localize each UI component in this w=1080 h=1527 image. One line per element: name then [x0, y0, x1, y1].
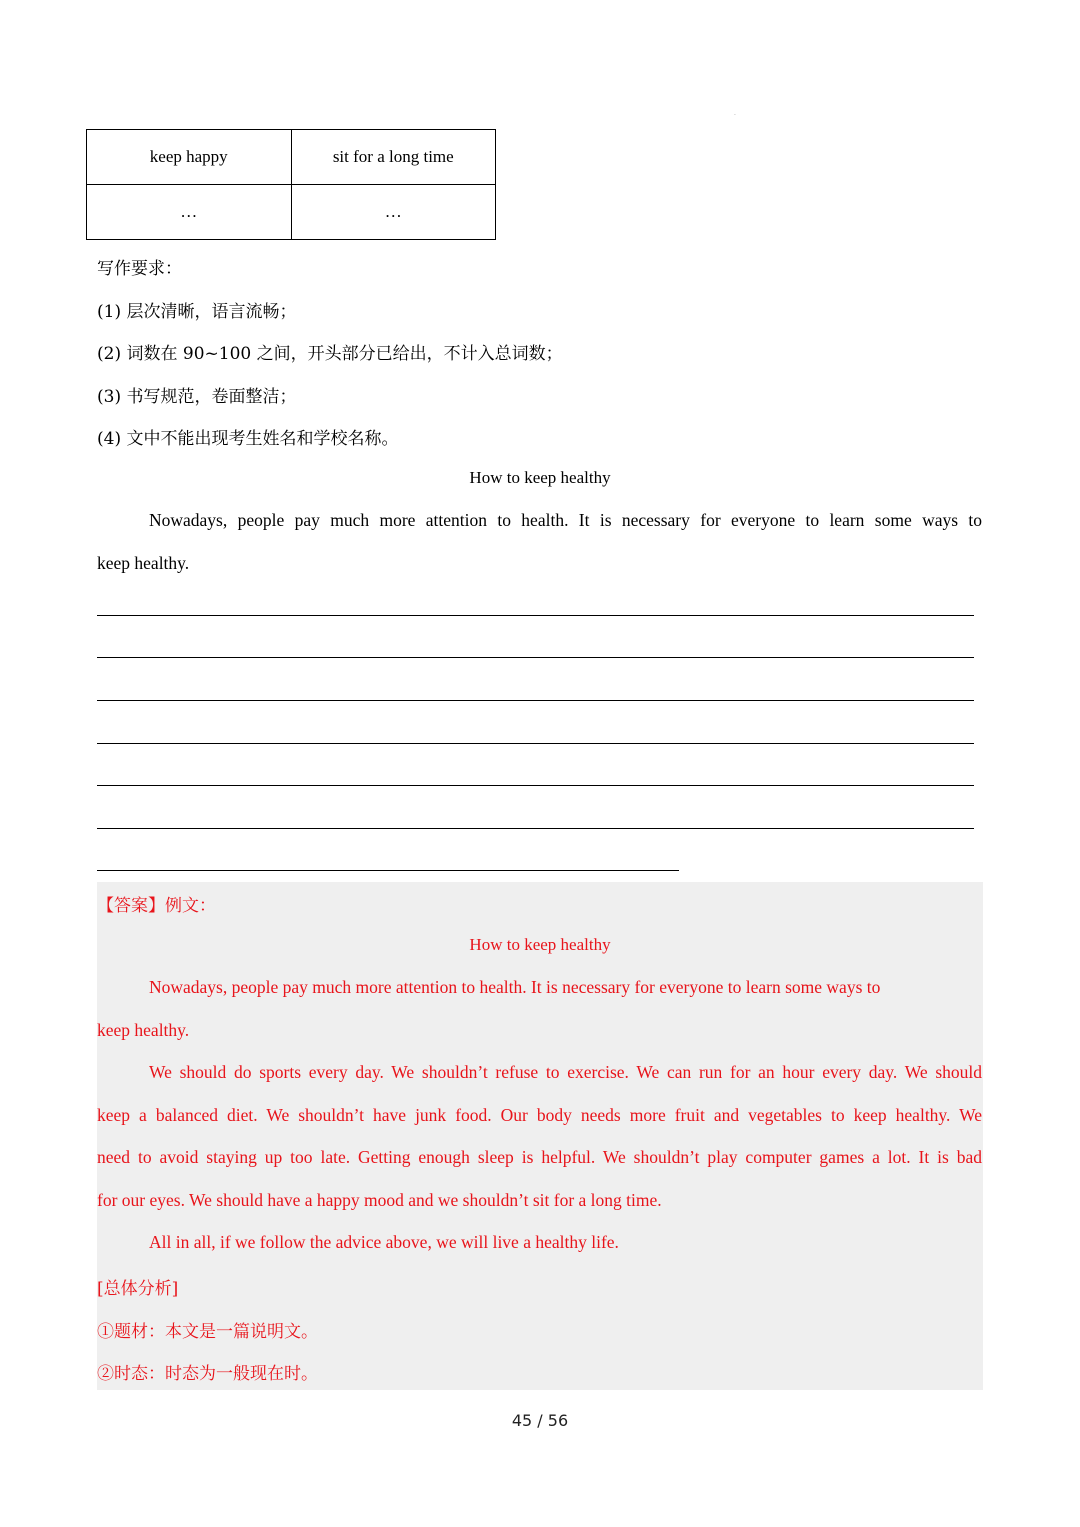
analysis-heading: [总体分析] [97, 1279, 179, 1299]
table-cell: … [291, 185, 496, 240]
writing-line [97, 657, 974, 658]
answer-line: keep a balanced diet. We shouldn’t have junk food. Our body needs more fruit and vegetables to keep healthy. We [97, 1105, 982, 1125]
requirement-item: (3) 书写规范，卷面整洁； [97, 387, 297, 407]
page-number: 45 / 56 [511, 1411, 569, 1430]
answer-label: 【答案】例文： [97, 896, 216, 916]
essay-opening-line: keep healthy. [97, 553, 190, 573]
requirement-item: (1) 层次清晰，语言流畅； [97, 302, 297, 322]
writing-line [97, 828, 974, 829]
essay-opening-line: Nowadays, people pay much more attention to health. It is necessary for everyone to learn some ways to [149, 510, 982, 530]
analysis-item: ②时态：时态为一般现在时。 [97, 1364, 318, 1384]
requirements-heading: 写作要求： [97, 259, 182, 279]
requirement-item: (2) 词数在 90~100 之间，开头部分已给出，不计入总词数； [97, 344, 563, 364]
table-row [87, 185, 496, 240]
analysis-item: ①题材：本文是一篇说明文。 [97, 1322, 318, 1342]
essay-title: How to keep healthy [469, 468, 611, 487]
answer-line: need to avoid staying up too late. Getting enough sleep is helpful. We shouldn’t play computer games a lot. It is bad [97, 1147, 982, 1167]
table-cell: keep happy [87, 130, 292, 185]
table-row [87, 130, 496, 185]
answer-title: How to keep healthy [469, 935, 611, 954]
writing-line [97, 700, 974, 701]
answer-section [97, 882, 983, 1390]
table-cell: … [87, 185, 292, 240]
stray-mark: · [734, 112, 736, 119]
hint-table [86, 129, 496, 240]
writing-line [97, 870, 679, 871]
writing-line [97, 785, 974, 786]
answer-line: All in all, if we follow the advice above, we will live a healthy life. [149, 1232, 619, 1252]
writing-line [97, 615, 974, 616]
answer-line: Nowadays, people pay much more attention to health. It is necessary for everyone to learn some ways to [149, 977, 881, 997]
answer-line: keep healthy. [97, 1020, 190, 1040]
writing-line [97, 743, 974, 744]
requirement-item: (4) 文中不能出现考生姓名和学校名称。 [97, 429, 399, 449]
answer-line: We should do sports every day. We shouldn’t refuse to exercise. We can run for an hour every day. We should [149, 1062, 982, 1082]
answer-line: for our eyes. We should have a happy mood and we shouldn’t sit for a long time. [97, 1190, 662, 1210]
table-cell: sit for a long time [291, 130, 496, 185]
